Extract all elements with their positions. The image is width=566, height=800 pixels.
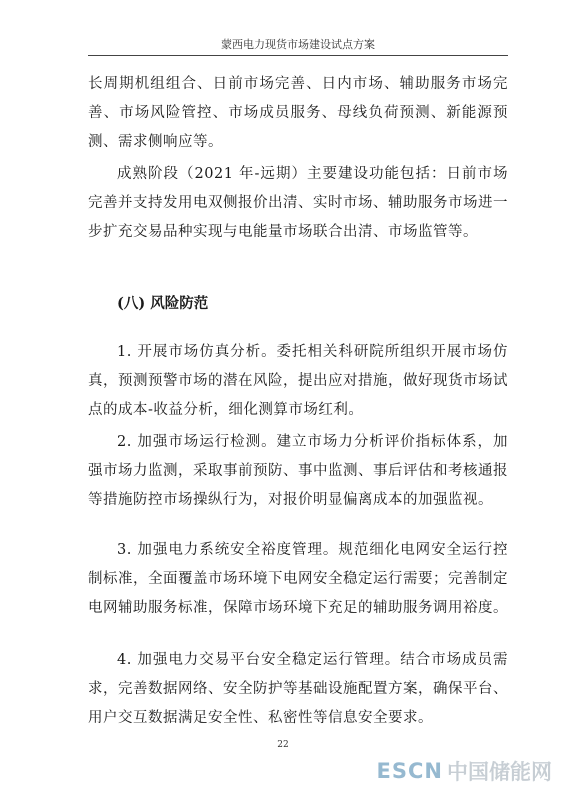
page-number: 22 xyxy=(277,740,289,750)
paragraph-item-1: 1. 开展市场仿真分析。委托相关科研院所组织开展市场仿真，预测预警市场的潜在风险，提出应对措施，做好现货市场试点的成本-收益分析，细化测算市场红利。 xyxy=(88,344,508,418)
watermark-logo xyxy=(377,756,552,786)
paragraph-item-2: 2. 加强市场运行检测。建立市场力分析评价指标体系，加强市场力监测，采取事前预防、事中监测、事后评估和考核通报等措施防控市场操纵行为，对报价明显偏离成本的加强监视。 xyxy=(88,434,508,508)
section-title: (八) 风险防范 xyxy=(117,295,209,312)
paragraph-item-4: 4. 加强电力交易平台安全稳定运行管理。结合市场成员需求，完善数据网络、安全防护等基础设施配置方案，确保平台、用户交互数据满足安全性、私密性等信息安全要求。 xyxy=(88,652,508,726)
paragraph-mature-stage: 成熟阶段（2021 年-远期）主要建设功能包括：日前市场完善并支持发用电双侧报价出清、实时市场、辅助服务市场进一步扩充交易品种实现与电能量市场联合出清、市场监管等。 xyxy=(88,166,508,240)
paragraph-continuation: 长周期机组组合、日前市场完善、日内市场、辅助服务市场完善、市场风险管控、市场成员服务、母线负荷预测、新能源预测、需求侧响应等。 xyxy=(88,76,508,150)
header-rule xyxy=(88,55,508,56)
watermark-chinese: 中国储能网 xyxy=(447,760,552,784)
paragraph-item-3: 3. 加强电力系统安全裕度管理。规范细化电网安全运行控制标准，全面覆盖市场环境下电网安全稳定运行需要；完善制定电网辅助服务标准，保障市场环境下充足的辅助服务调用裕度。 xyxy=(88,542,508,616)
running-header: 蒙西电力现货市场建设试点方案 xyxy=(221,38,375,51)
watermark-latin: ESCN xyxy=(376,759,443,783)
